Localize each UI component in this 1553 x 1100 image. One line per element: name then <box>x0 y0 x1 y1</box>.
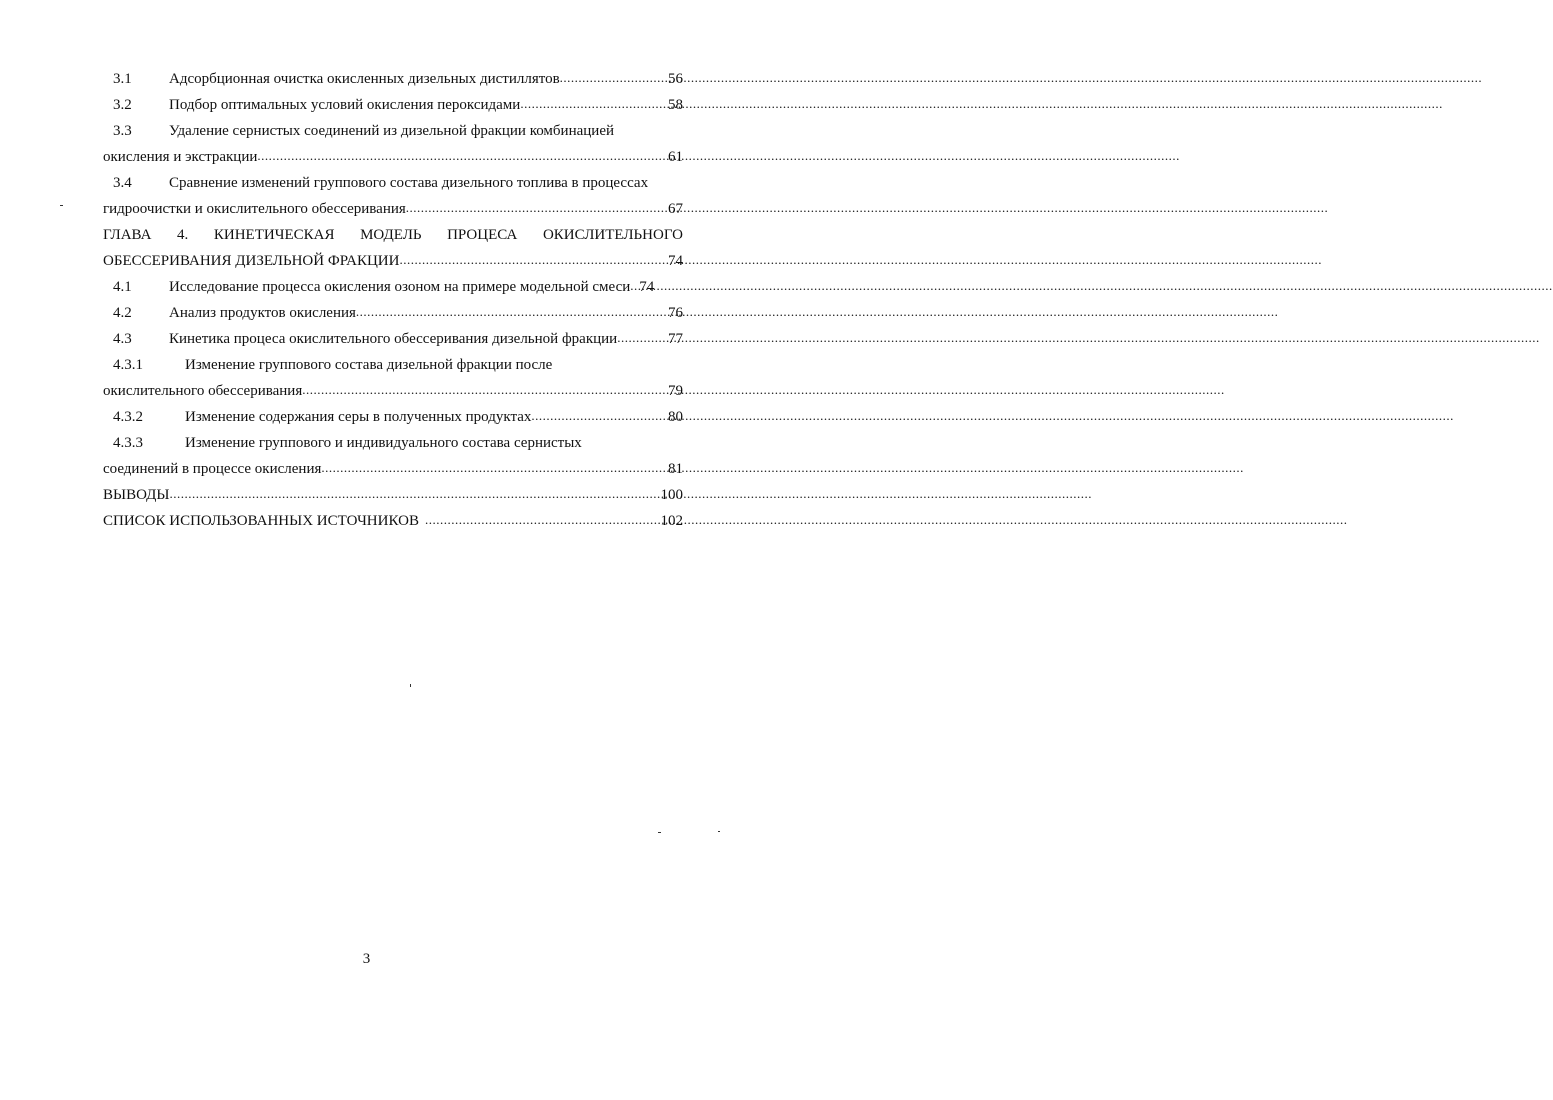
toc-entry-number: 3.3 <box>113 123 132 139</box>
scan-speck <box>658 832 661 833</box>
dot-leader <box>520 91 668 117</box>
toc-entry-number: 4.3.1 <box>113 357 143 373</box>
toc-entry-title-line2: окислительного обессеривания <box>103 383 303 399</box>
toc-entry-number: 3.4 <box>113 175 132 191</box>
toc-entry-page: 67 <box>668 201 683 217</box>
toc-entry-page: 74 <box>668 253 683 269</box>
toc-entry-4-3-1[interactable] <box>103 352 683 404</box>
toc-entry-title: Подбор оптимальных условий окисления пероксидами <box>169 97 521 113</box>
toc-entry-page: 100 <box>660 487 683 503</box>
toc-chapter-4[interactable] <box>103 222 683 274</box>
toc-entry-title: Кинетика процеса окислительного обессеривания дизельной фракции <box>169 331 618 347</box>
dot-leader <box>302 377 668 403</box>
dot-leader <box>560 65 668 91</box>
toc-entry-page: 58 <box>668 97 683 113</box>
toc-entry-4-3[interactable] <box>103 326 683 352</box>
dot-leader <box>356 299 668 325</box>
toc-entry-page: 79 <box>668 383 683 399</box>
toc-entry-title: Анализ продуктов окисления <box>169 305 356 321</box>
toc-entry-page: 81 <box>668 461 683 477</box>
toc-entry-page: 61 <box>668 149 683 165</box>
page-number: 3 <box>362 951 371 967</box>
toc-entry-page: 80 <box>668 409 683 425</box>
toc-entry-page: 102 <box>660 513 683 529</box>
dot-leader <box>630 273 639 299</box>
toc-entry-3-4[interactable] <box>103 170 683 222</box>
dot-leader <box>399 247 668 273</box>
dot-leader <box>425 507 657 533</box>
toc-entry-page: 56 <box>668 71 683 87</box>
toc-entry-title-line1: Изменение группового и индивидуального состава сернистых <box>185 435 582 451</box>
toc-entry-4-3-2[interactable] <box>103 404 683 430</box>
toc-entry-3-1[interactable] <box>103 66 683 92</box>
dot-leader <box>531 403 668 429</box>
toc-entry-3-3[interactable] <box>103 118 683 170</box>
table-of-contents <box>103 66 683 534</box>
dot-leader <box>406 195 668 221</box>
toc-entry-title-line2: гидроочистки и окислительного обессеривания <box>103 201 406 217</box>
toc-entry-3-2[interactable] <box>103 92 683 118</box>
toc-entry-title: Изменение содержания серы в полученных продуктах <box>185 409 532 425</box>
toc-entry-title: ВЫВОДЫ <box>103 487 170 503</box>
toc-entry-title-line2: соединений в процессе окисления <box>103 461 322 477</box>
toc-entry-title-line1: Сравнение изменений группового состава дизельного топлива в процессах <box>169 175 649 191</box>
chapter-word: ГЛАВА <box>103 227 152 243</box>
chapter-word: 4. <box>177 227 189 243</box>
chapter-heading-line1 <box>103 222 683 248</box>
chapter-word: МОДЕЛЬ <box>360 227 422 243</box>
toc-entry-4-1[interactable] <box>103 274 683 300</box>
toc-entry-title: Исследование процесса окисления озоном на примере модельной смеси <box>169 279 631 295</box>
toc-entry-number: 4.1 <box>113 279 132 295</box>
dot-leader <box>257 143 668 169</box>
dot-leader <box>321 455 668 481</box>
toc-entry-4-3-3[interactable] <box>103 430 683 482</box>
toc-entry-title-line2: окисления и экстракции <box>103 149 258 165</box>
toc-conclusions[interactable] <box>103 482 683 508</box>
toc-entry-number: 3.2 <box>113 97 132 113</box>
toc-entry-number: 4.3.2 <box>113 409 143 425</box>
scan-speck <box>718 831 720 832</box>
dot-leader <box>617 325 668 351</box>
toc-entry-number: 4.3.3 <box>113 435 143 451</box>
toc-entry-title-line1: Изменение группового состава дизельной фракции после <box>185 357 553 373</box>
toc-entry-number: 4.3 <box>113 331 132 347</box>
toc-entry-page: 77 <box>668 331 683 347</box>
scan-speck <box>410 684 411 687</box>
toc-entry-number: 4.2 <box>113 305 132 321</box>
chapter-word: КИНЕТИЧЕСКАЯ <box>213 227 335 243</box>
document-page <box>0 0 733 1100</box>
toc-entry-title: СПИСОК ИСПОЛЬЗОВАННЫХ ИСТОЧНИКОВ <box>103 513 419 529</box>
dot-leader <box>170 481 657 507</box>
chapter-heading-line2: ОБЕССЕРИВАНИЯ ДИЗЕЛЬНОЙ ФРАКЦИИ <box>103 253 400 269</box>
chapter-word: ПРОЦЕСА <box>447 227 518 243</box>
chapter-word: ОКИСЛИТЕЛЬНОГО <box>542 227 683 243</box>
toc-entry-4-2[interactable] <box>103 300 683 326</box>
toc-entry-title-line1: Удаление сернистых соединений из дизельной фракции комбинацией <box>169 123 615 139</box>
toc-entry-page: 76 <box>668 305 683 321</box>
toc-references[interactable] <box>103 508 683 534</box>
toc-entry-title: Адсорбционная очистка окисленных дизельных дистиллятов <box>169 71 560 87</box>
scan-speck <box>60 205 63 206</box>
toc-entry-page: 74 <box>639 279 655 295</box>
toc-entry-number: 3.1 <box>113 71 132 87</box>
